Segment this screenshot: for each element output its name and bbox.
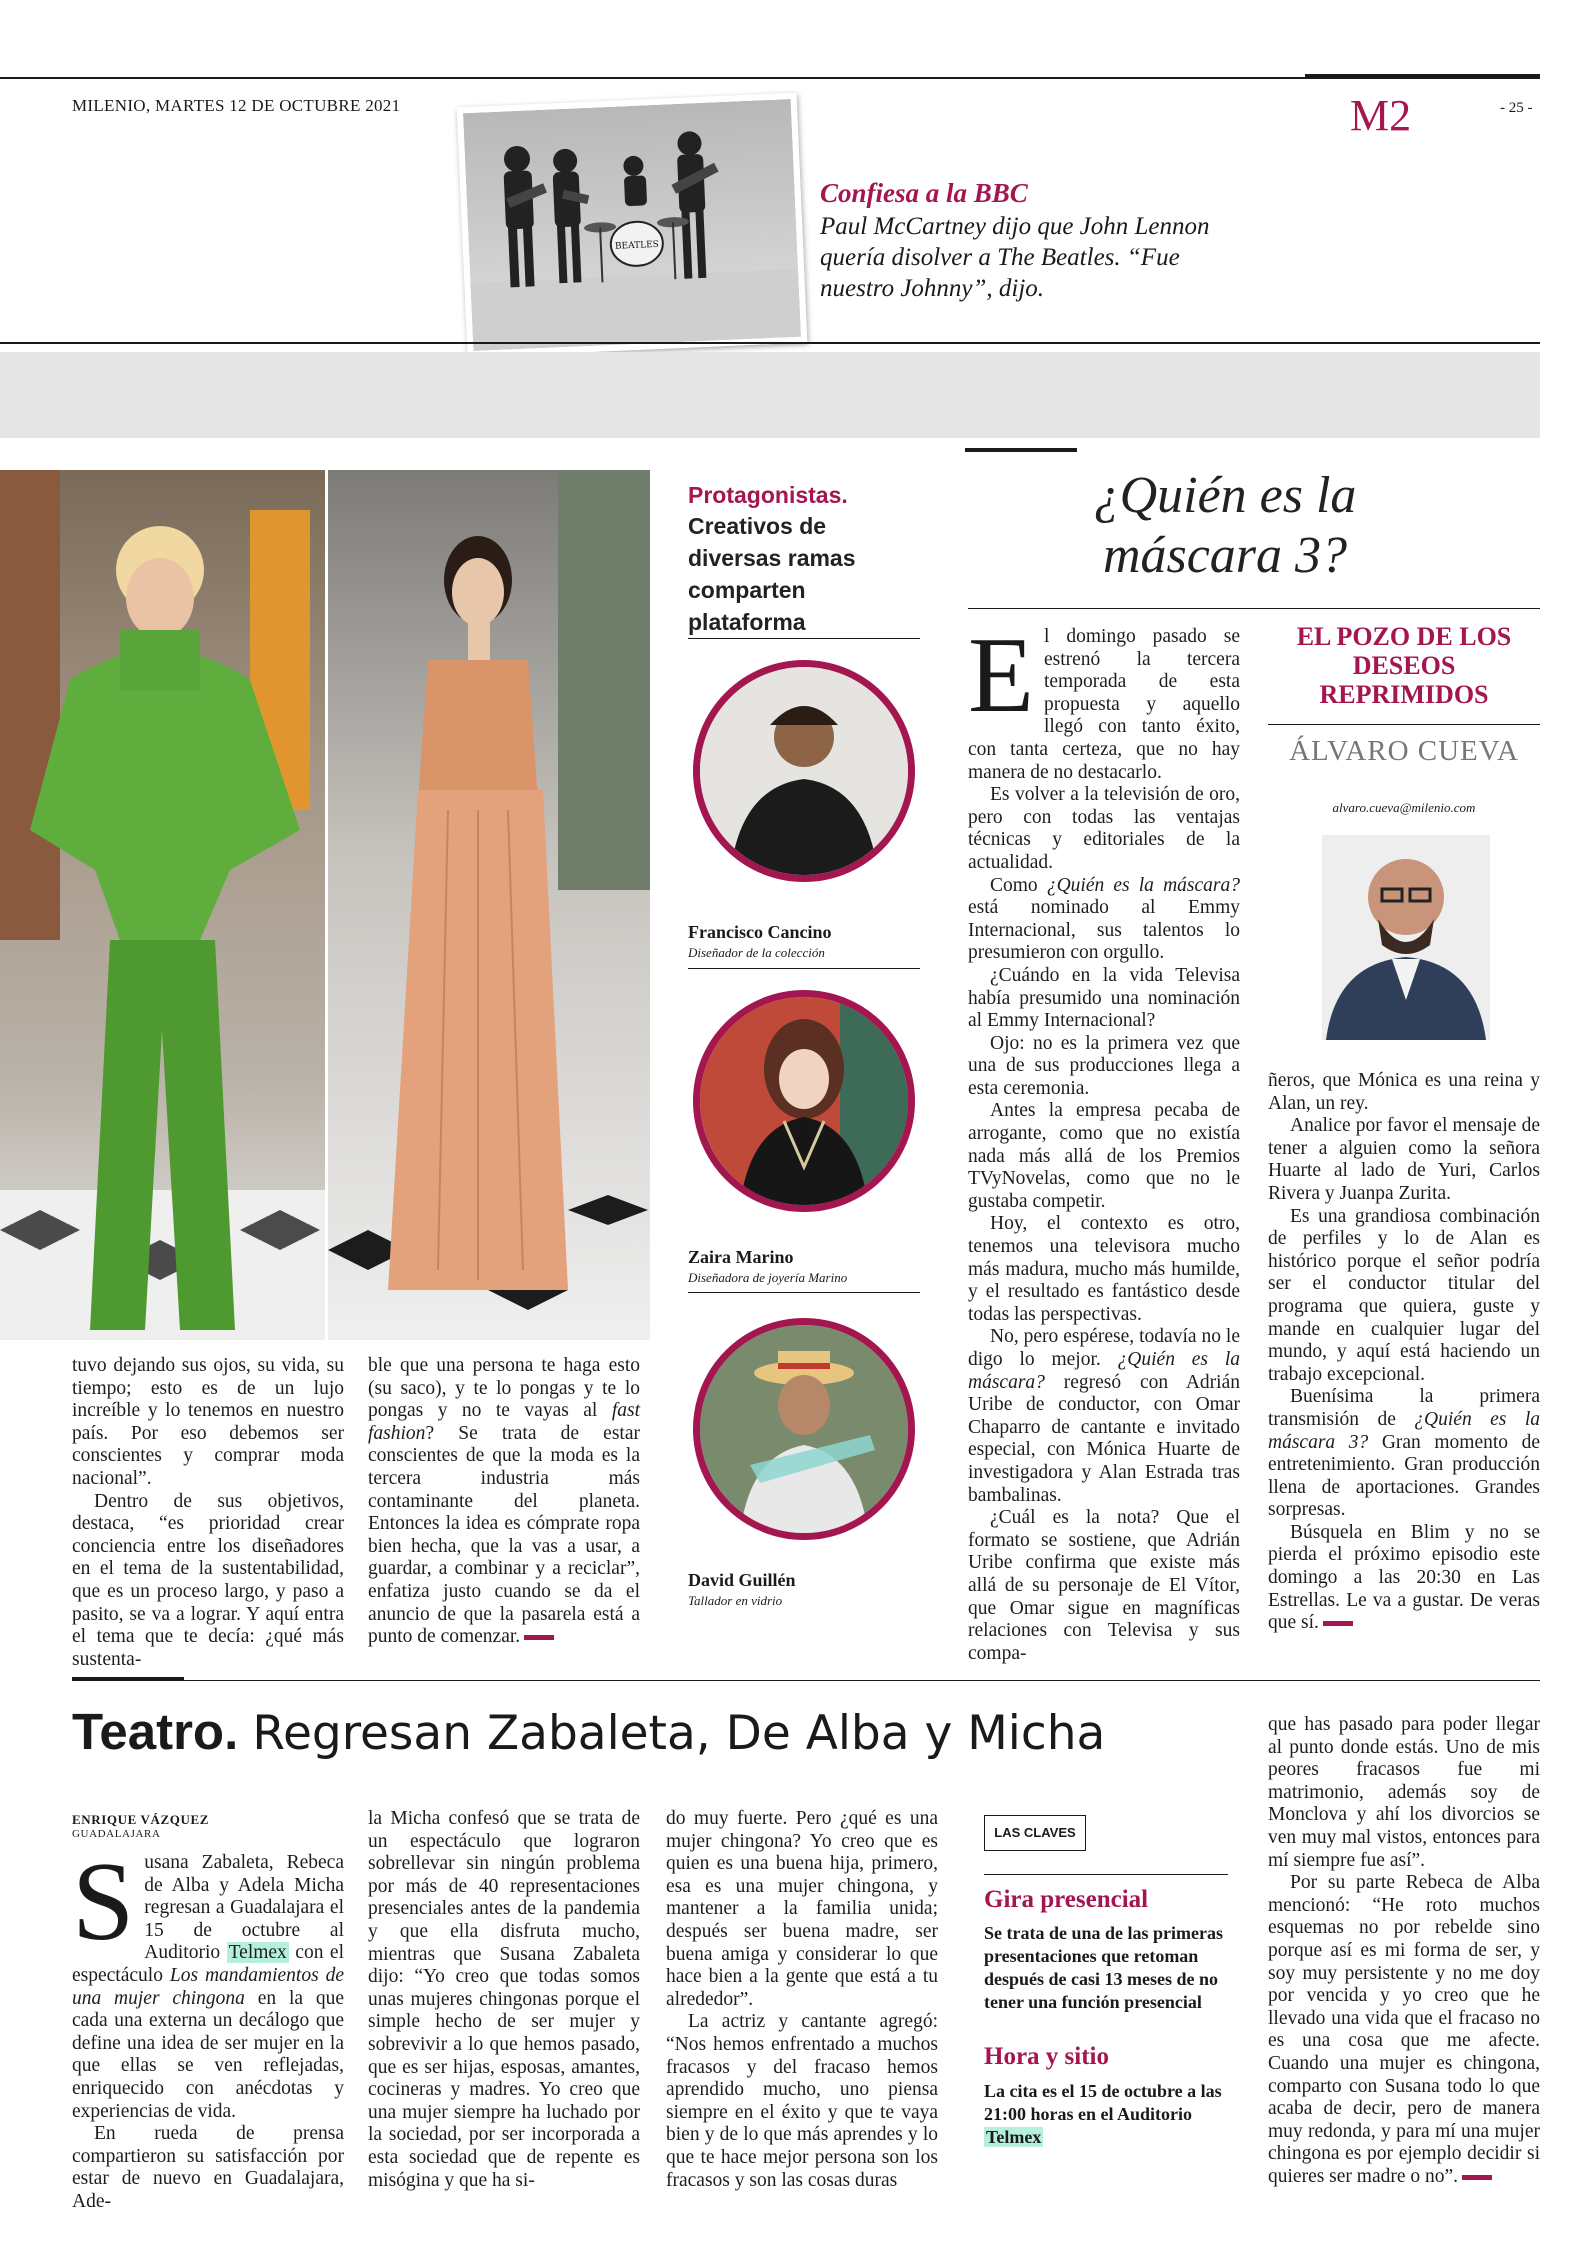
page-number: - 25 - [1500,100,1533,116]
runway-photo-peach [328,470,650,1340]
theater-top-rule [72,1680,1540,1681]
protagonists-rule [688,638,920,639]
runway-photo-green [0,470,325,1340]
column-paragraph: l domingo pasado se estrenó la tercera temporada de esta propuesta y aquello llegó con tanto éxito, con tanta certeza, que no hay manera de no destacarlo. [968,626,1240,783]
key-text: Se trata de una de las primeras presentaciones que retoman después de casi 13 meses de no tener una función presencial [984,1923,1223,2012]
column-emphasis: ¿Quién es la máscara? [1046,874,1240,896]
dropcap: S [72,1840,135,1964]
theater-text: con el espectáculo [72,1942,344,1986]
column-paragraph: ¿Cuál es la nota? Que el formato se sostiene, que Adrián Uribe confirma que existe más allá de su personaje de El Vítor, que Omar sigue en magníficas relaciones con Televisa y sus compa- [968,1507,1240,1664]
venue-highlight: Telmex [986,2127,1042,2147]
column-text-2 [1268,1070,1540,1635]
column-paragraph: ¿Cuándo en la vida Televisa había presumido una nominación al Emmy Internacional? [968,964,1240,1032]
key-text-part: La cita es el 15 de octubre a las 21:00 horas en el Auditorio [984,2081,1222,2124]
venue-highlight: Telmex [228,1942,287,1964]
theater-text: Por su parte Rebeca de Alba mencionó: “He roto muchos esquemas no por rebelde sino porque así es mi forma de ser, y soy muy persistente y no me doy por vencida y yo creo que he llevado una vida que el fracaso no es una cosa que me afecte. Cuando una mujer es chingona, comparto con Susana todo lo que acaba de decir, pero de manera muy redonda, y para mí una mujer chingona es por ejemplo decidir si quieres ser madre o no”. [1268,1872,1540,2187]
teaser-kicker: Confiesa a la BBC [820,178,1028,208]
protagonists-kicker: Protagonistas. [688,482,848,508]
fashion-text: ble que una persona te haga esto (su saco), y te lo pongas y te lo pongas y no te vayas al [368,1355,640,1422]
column-section-title: EL POZO DE LOS DESEOS REPRIMIDOS [1296,622,1512,709]
protagonists-headline: Creativos de diversas ramas comparten plataforma [688,513,856,635]
author-rule [1268,724,1540,725]
column-emphasis: ¿Quién es la máscara? [968,1349,1240,1393]
keys-rule [984,1874,1228,1875]
column-text: Como [990,874,1047,896]
theater-column-5 [1268,1714,1540,2188]
theater-column-1 [72,1840,344,2214]
person-role: Diseñadora de joyería Marino [688,1270,848,1285]
column-headline-rule [968,608,1540,609]
column-text: Búsquela en Blim y no se pierda el próximo episodio este domingo a las 20:30 en Las Estrellas. Le va a gustar. De veras que sí. [1268,1521,1540,1634]
portrait-david [693,1318,915,1540]
theater-text: en la que cada una externa un decálogo que define una idea de ser mujer en la que ellas se ven reflejadas, enriquecido con anécdotas y experiencias de vida. [72,1987,344,2122]
end-mark [524,1635,554,1640]
beatles-photo [457,93,808,358]
divider [688,968,920,969]
section-bar [1305,74,1540,79]
column-paragraph: Hoy, el contexto es otro, tenemos una televisora mucho más madura, mucho más humilde, y el resultado es fantástico desde todas las perspectivas. [968,1213,1240,1325]
person-name: Francisco Cancino [688,922,832,942]
column-text: regresó con Adrián Uribe de conductor, con Omar Chaparro de cantante e invitado especial, con Mónica Huarte de investigadora y Alan Estrada tras bambalinas. [968,1371,1240,1506]
theater-column-3 [666,1808,938,2192]
theater-paragraph: En rueda de prensa compartieron su satisfacción por estar de nuevo en Guadalajara, Ade- [72,2123,344,2212]
person-name: Zaira Marino [688,1247,794,1267]
key-title: Gira presencial [984,1886,1149,1913]
ad-band [0,352,1540,438]
end-mark [1323,1621,1353,1626]
theater-kicker: Teatro. [72,1703,239,1760]
key-title: Hora y sitio [984,2043,1109,2070]
theater-paragraph: que has pasado para poder llegar al punto donde estás. Uno de mis peores fracasos fue mi matrimonio, además soy de Monclova y ahí los divorcios se ven muy mal vistos, entonces para mí siempre fue así”. [1268,1714,1540,1871]
protagonists-header [688,480,920,638]
fashion-column-1 [72,1355,344,1671]
column-headline: ¿Quién es la máscara 3? [1093,467,1357,584]
key-text [984,2080,1228,2149]
theater-headline-row [72,1702,1105,1764]
author-photo [1322,835,1490,1040]
fashion-paragraph: Dentro de sus objetivos, destaca, “es prioridad crear conciencia entre los diseñadores en el tema de la sustentabilidad, que es un proceso largo, y paso a pasito, se va a lograr. Y aquí entra el tema que te decía: ¿qué más sustenta- [72,1490,344,1670]
fashion-column-2 [368,1355,640,1649]
author-email: alvaro.cueva@milenio.com [1332,800,1476,815]
beatles-photo-image [463,99,801,351]
column-paragraph: ñeros, que Mónica es una reina y Alan, un rey. [1268,1070,1540,1114]
dropcap: E [968,616,1034,735]
theater-bar [72,1677,184,1681]
column-text: está nominado al Emmy Internacional, sus talentos lo presumieron con orgullo. [968,897,1240,964]
drum-logo: BEATLES [614,239,660,252]
divider [688,1292,920,1293]
portrait-francisco [693,660,915,882]
column-emphasis: ¿Quién es la máscara 3? [1268,1408,1540,1453]
fashion-text: ? Se trata de estar conscientes de que la moda es la tercera industria más contaminante del planeta. Entonces la idea es cómprate ropa bien hecha, que la vas a usar, a guardar, a combinar y a reciclar”, enfatiza justo cuando se da el anuncio de que la pasarela está a punto de comenzar. [368,1422,640,1648]
theater-text: usana Zabaleta, Rebeca de Alba y Adela Micha regresan a Guadalajara el 15 de octubre al Auditorio [144,1852,344,1964]
byline: ENRIQUE VÁZQUEZ [72,1812,209,1827]
theater-headline: Regresan Zabaleta, De Alba y Micha [252,1706,1106,1761]
section-label: M2 [1350,91,1412,140]
column-paragraph: Es volver a la televisión de oro, pero con todas las ventajas técnicas y editoriales de la actualidad. [968,784,1240,873]
portrait-zaira [693,990,915,1212]
theater-paragraph: la Micha confesó que se trata de un espectáculo que lograron sobrellevar sin ningún problema por más de 40 representaciones presenciales antes de la pandemia y que ella disfruta mucho, mientras que Susana Zabaleta dijo: “Yo creo que todas somos unas mujeres chingonas porque el simple hecho de ser mujer y sobrevivir a lo que hemos pasado, que es ser hijas, esposas, amantes, cocineras y madres. Yo creo que una mujer siempre ha luchado por la sociedad, por ser incorporada a esta sociedad que de repente es misógina y que ha si- [368,1808,640,2191]
header-bottom-rule [0,342,1540,344]
column-text: No, pero espérese, todavía no le digo lo mejor. [968,1326,1240,1370]
teaser-text: Paul McCartney dijo que John Lennon quería disolver a The Beatles. “Fue nuestro Johnny”, dijo. [820,213,1210,302]
column-paragraph: Antes la empresa pecaba de arrogante, como que no existía nada más allá de los Premios TVyNovelas, como que no le gustaba competir. [968,1100,1240,1212]
column-paragraph: Analice por favor el mensaje de tener a alguien como la señora Huarte al lado de Yuri, Carlos Rivera y Juanpa Zurita. [1268,1115,1540,1204]
column-text-1 [968,616,1240,1665]
column-paragraph: Ojo: no es la primera vez que una de sus producciones llega a esta ceremonia. [968,1032,1240,1099]
theater-paragraph: La actriz y cantante agregó: “Nos hemos enfrentado a muchos fracasos y del fracaso hemos aprendido mucho, uno piensa siempre en el éxito y que te vaya bien y de lo que más aprendes y lo que te hace mejor persona son los fracasos y son las cosas duras [666,2011,938,2191]
column-author: ÁLVARO CUEVA [1289,735,1519,767]
column-text: Buenísima la primera transmisión de [1268,1386,1540,1430]
column-paragraph: Es una grandiosa combinación de perfiles y lo de Alan es histórico porque el señor podría ser el conductor titular del programa que quiera, guste y mande en cualquier lugar del mundo, y aquí está haciendo un trabajo excepcional. [1268,1205,1540,1385]
person-role: Diseñador de la colección [688,945,825,960]
person-role: Tallador en vidrio [688,1593,783,1608]
byline-location: GUADALAJARA [72,1828,161,1840]
column-text: Gran momento de entretenimiento. Gran producción llena de aportaciones. Grandes sorpresas. [1268,1431,1541,1521]
keys-label: LAS CLAVES [984,1815,1086,1851]
fashion-emphasis: fast fashion [368,1400,640,1444]
theater-column-2 [368,1808,640,2192]
theater-paragraph: do muy fuerte. Pero ¿qué es una mujer chingona? Yo creo que es quien es una buena hija, primero, esa es una mujer chingona, y mantener a la familia unida; después ser buena madre, ser buena amiga y considerar lo que hace bien a la gente que está a tu alrededor”. [666,1808,938,2010]
fashion-paragraph: tuvo dejando sus ojos, su vida, su tiempo; esto es de un lujo increíble y lo tenemos en nuestro país. Por eso debemos ser conscientes y comprar moda nacional”. [72,1355,344,1489]
end-mark [1462,2175,1492,2180]
person-name: David Guillén [688,1570,796,1590]
dateline: MILENIO, MARTES 12 DE OCTUBRE 2021 [72,96,401,115]
column-top-bar [965,448,1077,452]
show-title: Los mandamientos de una mujer chingona [72,1964,344,2009]
